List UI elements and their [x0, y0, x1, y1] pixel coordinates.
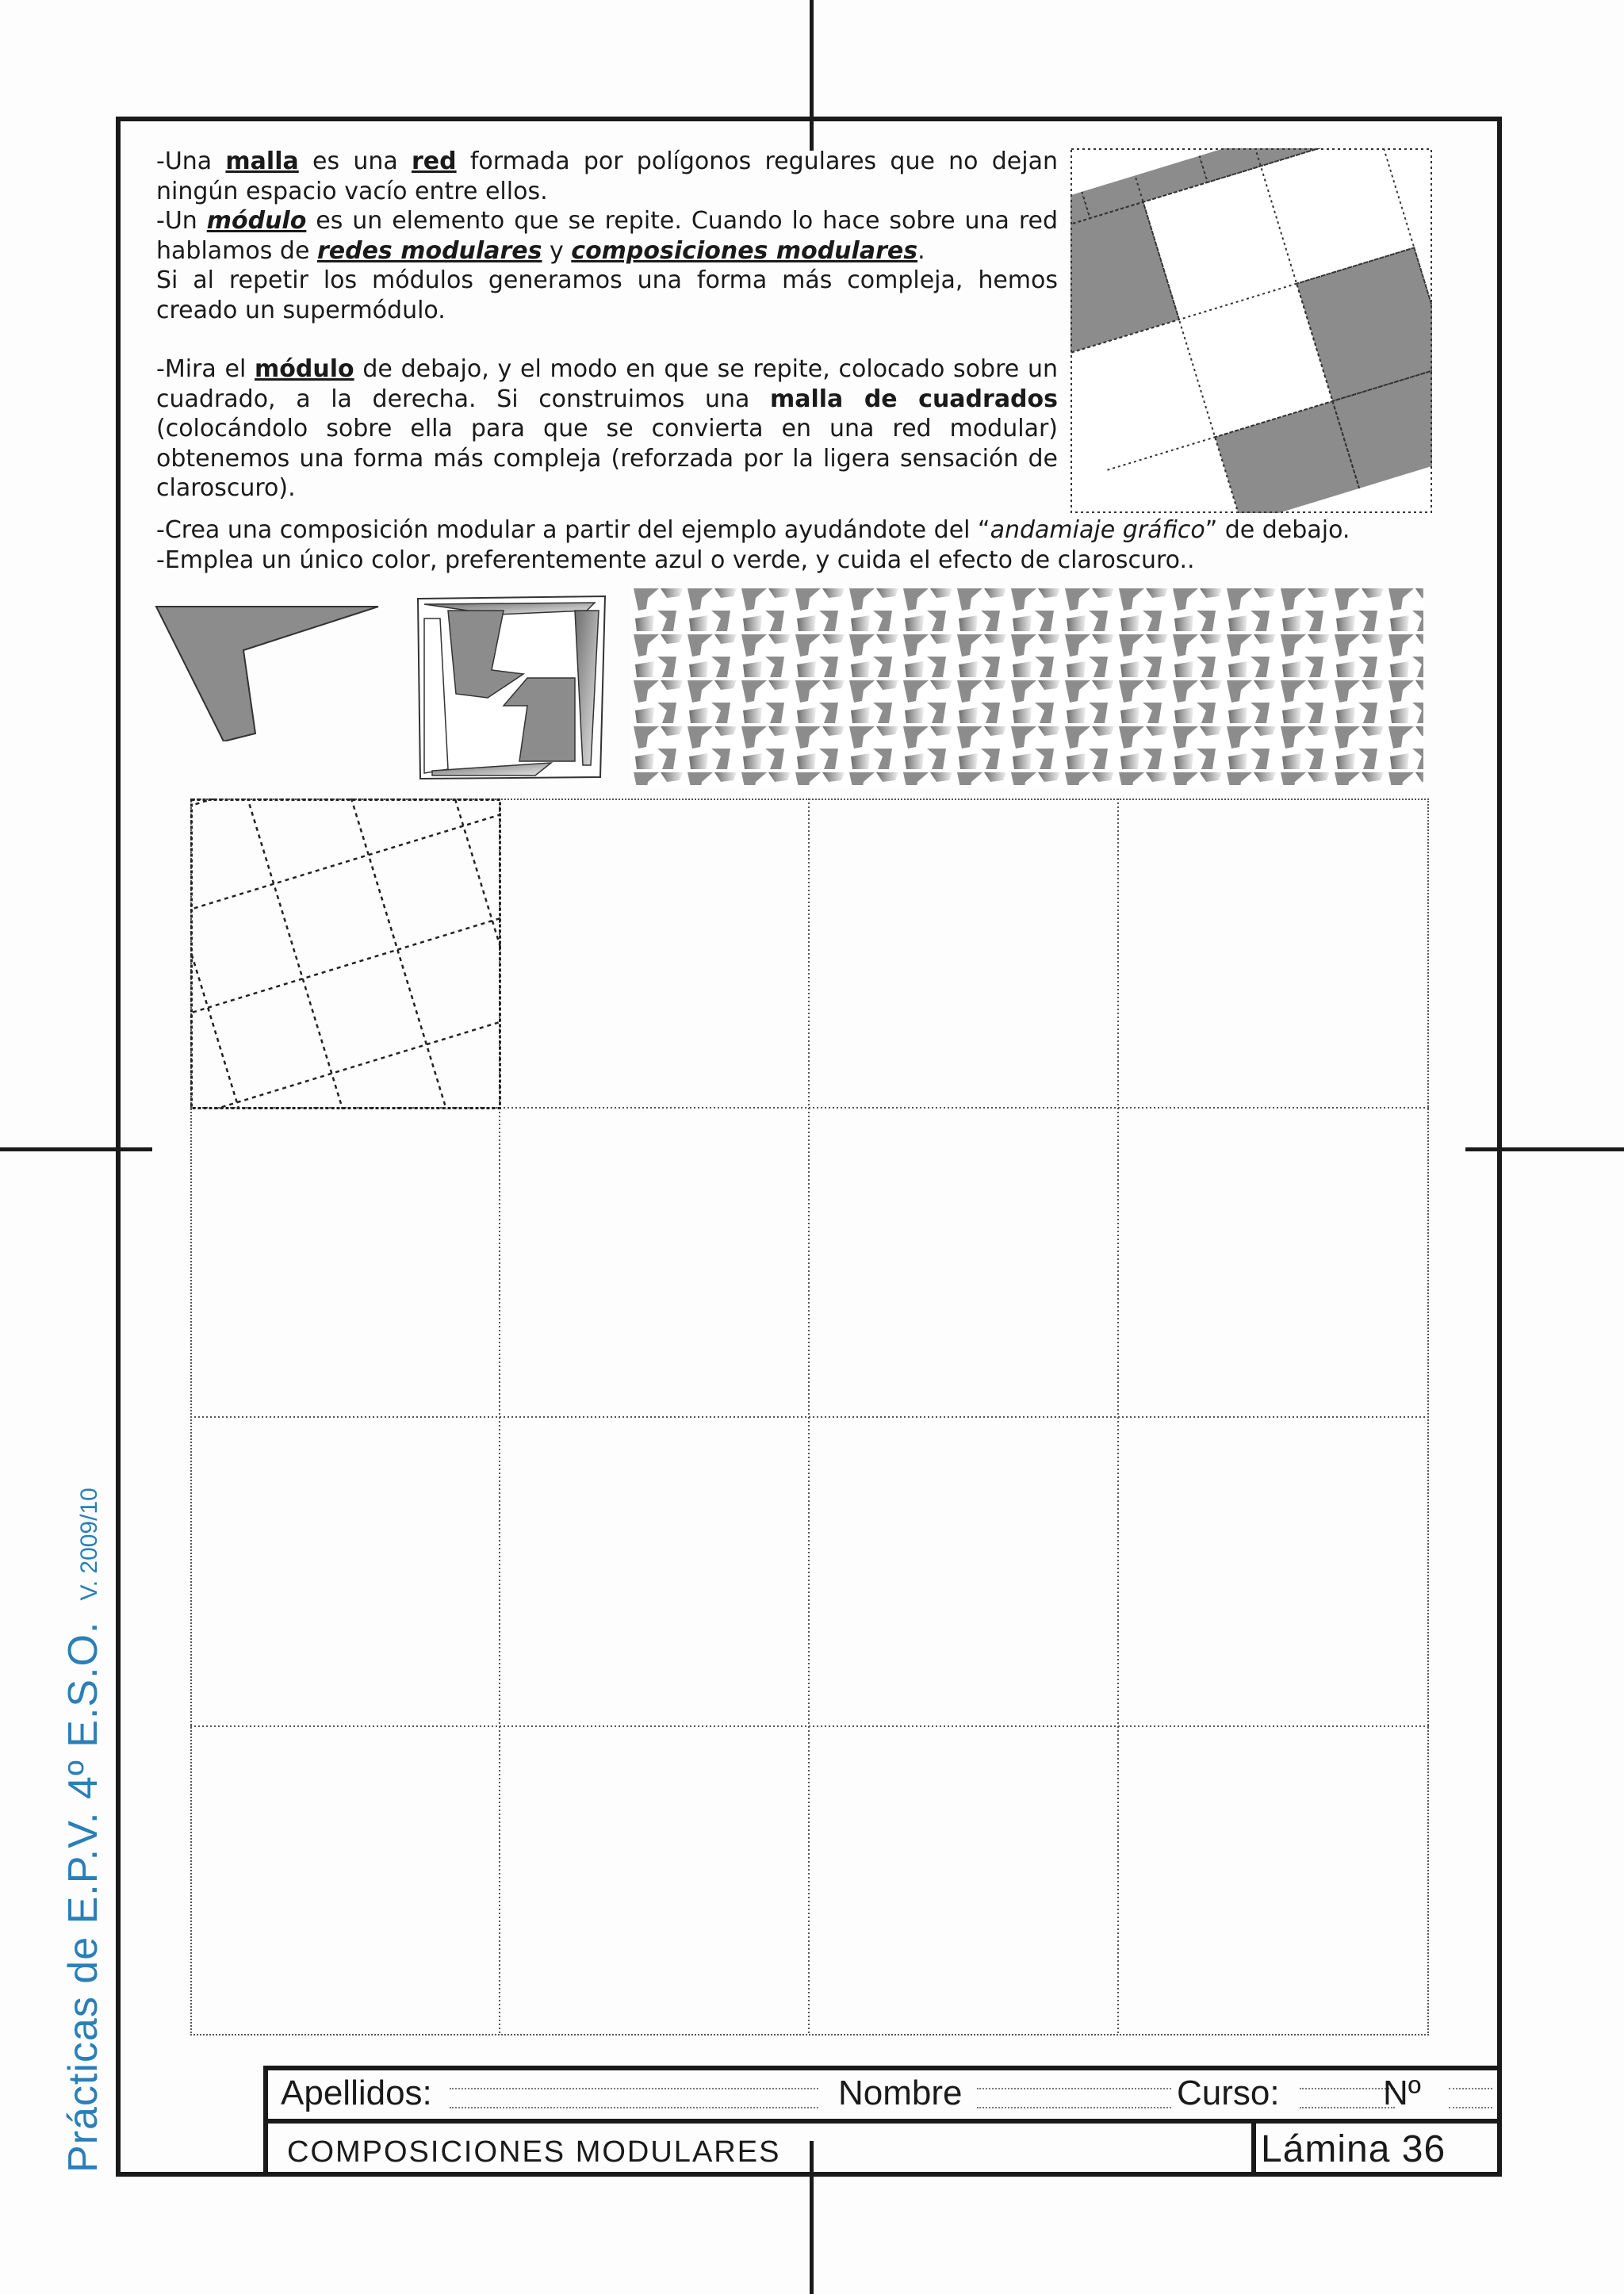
instruction-line-2: [156, 546, 1393, 576]
text-run: módulo: [255, 355, 354, 383]
text-run: módulo: [206, 207, 307, 235]
text-run: es un elemento que se repite. Cuando lo hace sobre una red hablamos de: [156, 207, 1059, 265]
curso-field[interactable]: [1300, 2088, 1395, 2108]
curso-label: Curso:: [1177, 2074, 1280, 2112]
apellidos-label: Apellidos:: [281, 2074, 432, 2112]
title-block-lamina-divider: [1251, 2119, 1256, 2177]
text-run: formada por polígonos regulares que no dejan ningún espacio vacío entre ellos.: [156, 147, 1058, 205]
text-run: redes modulares: [316, 236, 542, 265]
course-title: Prácticas de E.P.V. 4º E.S.O.: [60, 1621, 106, 2173]
text-run: composiciones modulares: [571, 236, 918, 265]
text-run: malla de cuadrados: [769, 385, 1059, 413]
intro-text: [156, 147, 1058, 504]
text-run: andamiaje gráfico: [990, 516, 1205, 544]
intro-paragraph-supermodulo: [156, 266, 1058, 325]
numero-field[interactable]: [1449, 2088, 1492, 2108]
text-run: ” de debajo.: [1205, 516, 1350, 544]
title-block-top-border: [263, 2066, 1502, 2070]
text-run: es una: [298, 147, 412, 175]
supermodule: [416, 595, 607, 781]
version-label: V. 2009/10: [76, 1488, 102, 1601]
text-run: -Una: [156, 147, 226, 175]
intro-paragraph-modulo: [156, 206, 1058, 266]
numero-label: Nº: [1383, 2074, 1421, 2112]
sidebar-course-label: [59, 1488, 107, 2173]
instruction-line-1: [156, 515, 1393, 546]
intro-paragraph-example: [156, 354, 1058, 504]
title-block: [263, 2066, 1502, 2177]
text-run: y: [542, 236, 572, 265]
sheet-number: Lámina 36: [1261, 2128, 1446, 2170]
nombre-field[interactable]: [977, 2088, 1171, 2108]
graphic-scaffold-cell: [190, 798, 501, 1109]
text-run: -Emplea un único color, preferentemente azul o verde, y cuida el efecto de claroscuro..: [156, 546, 1195, 574]
text-run: red: [411, 147, 457, 175]
text-run: de debajo, y el modo en que se repite, colocado sobre un cuadrado, a la derecha. Si construimos una: [156, 355, 1058, 413]
instructions: [156, 515, 1393, 575]
text-run: (colocándolo sobre ella para que se convierta en una red modular) obtenemos una forma más compleja (reforzada por la ligera sensación de claroscuro).: [156, 415, 1058, 502]
module-shape: [152, 603, 382, 741]
modular-pattern-strip: [630, 587, 1423, 785]
text-run: -Mira el: [156, 355, 255, 383]
title-block-mid-border: [263, 2119, 1502, 2124]
text-run: Si al repetir los módulos generamos una forma más compleja, hemos creado un supermódulo.: [156, 266, 1058, 324]
example-modular-net: [1071, 148, 1432, 513]
text-run: malla: [225, 147, 299, 175]
text-run: .: [917, 236, 925, 265]
nombre-label: Nombre: [838, 2074, 963, 2112]
sheet-title: COMPOSICIONES MODULARES: [287, 2135, 781, 2169]
text-run: -Un: [156, 207, 207, 235]
text-run: -Crea una composición modular a partir del ejemplo ayudándote del “: [156, 516, 990, 544]
intro-paragraph-malla: [156, 147, 1058, 206]
apellidos-field[interactable]: [450, 2088, 818, 2108]
